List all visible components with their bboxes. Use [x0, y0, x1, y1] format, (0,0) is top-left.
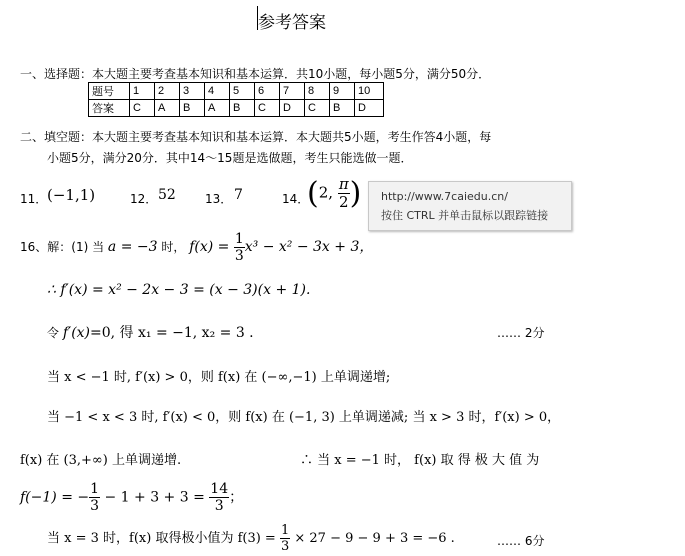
table-cell: B	[180, 100, 205, 117]
fraction-numerator: 1	[234, 231, 244, 247]
q16-line1	[20, 232, 373, 263]
page-title: 参考答案	[258, 13, 326, 33]
right-paren: )	[349, 176, 362, 211]
table-cell: C	[255, 100, 280, 117]
table-cell: 7	[280, 83, 305, 100]
table-cell: 2	[155, 83, 180, 100]
table-cell: B	[330, 100, 355, 117]
table-cell: 3	[180, 83, 205, 100]
q16-punct: ；	[229, 489, 244, 506]
section1-heading: 一、选择题：本大题主要考查基本知识和基本运算．共10小题，每小题5分，满分50分．	[20, 67, 491, 81]
q16-fraction	[209, 482, 229, 513]
table-cell: C	[130, 100, 155, 117]
table-row	[89, 83, 384, 100]
table-cell: D	[355, 100, 384, 117]
table-cell: 10	[355, 83, 384, 100]
q16-min-text: 当 x = 3 时，f(x) 取得极小值为 f(3) =	[47, 531, 280, 546]
q16-condition: a = −3	[107, 239, 158, 255]
answer-table	[88, 82, 384, 117]
q16-intro: 16、解：(1) 当	[20, 240, 108, 254]
q16-fraction	[234, 232, 245, 263]
table-cell: 4	[205, 83, 230, 100]
table-cell: A	[205, 100, 230, 117]
fraction-denominator: 2	[338, 193, 349, 211]
table-cell: 1	[130, 83, 155, 100]
q16-line6b: ∴ 当 x = −1 时， f(x) 取 得 极 大 值 为	[300, 453, 540, 468]
table-row	[89, 100, 384, 117]
q16-min-arith: × 27 − 9 − 9 + 3 = −6 .	[290, 531, 455, 546]
table-cell: B	[230, 100, 255, 117]
table-cell: 6	[255, 83, 280, 100]
q16-arith: − 1 + 3 + 3 =	[100, 489, 210, 506]
q16-function: f(x) =	[189, 239, 234, 255]
fraction-numerator: 14	[210, 481, 229, 497]
q13-number: 13．	[205, 192, 233, 206]
fraction-denominator: 3	[90, 498, 100, 514]
q16-line6a: f(x) 在 (3,+∞) 上单调递增.	[20, 453, 182, 468]
fraction-denominator: 3	[214, 498, 224, 514]
table-cell: 5	[230, 83, 255, 100]
fraction-numerator: 1	[90, 481, 100, 497]
q14-fraction	[338, 177, 350, 210]
q14-answer	[307, 176, 361, 211]
left-paren: (	[307, 176, 319, 211]
q16-line3	[47, 322, 254, 342]
section2-heading-line2: 小题5分，满分20分．其中14～15题是选做题，考生只能选做一题．	[47, 151, 413, 165]
q16-let: 令	[47, 326, 63, 340]
q16-fraction	[280, 524, 290, 553]
table-cell: 8	[305, 83, 330, 100]
q16-line8	[47, 524, 455, 553]
q16-derivative: f′(x)	[62, 325, 91, 341]
q14-number: 14．	[282, 192, 310, 206]
q16-score-6: …… 6分	[497, 534, 545, 548]
q16-text: 时，	[157, 240, 186, 254]
q11-number: 11．	[20, 192, 48, 206]
section2-heading-line1: 二、填空题：本大题主要考查基本知识和基本运算．本大题共5小题，考生作答4小题，每	[20, 130, 492, 144]
q12-answer: 52	[158, 187, 176, 203]
fraction-denominator: 3	[280, 539, 290, 554]
table-row-label: 答案	[89, 100, 130, 117]
q16-fraction	[89, 482, 100, 513]
table-cell: D	[280, 100, 305, 117]
q16-line2: ∴ f′(x) = x² − 2x − 3 = (x − 3)(x + 1).	[47, 282, 311, 298]
q12-number: 12．	[130, 192, 158, 206]
q16-line5: 当 −1 < x < 3 时, f′(x) < 0，则 f(x) 在 (−1, 3) 上单调递减; 当 x > 3 时，f′(x) > 0，	[47, 410, 561, 425]
q16-function-rest: x³ − x² − 3x + 3，	[244, 239, 374, 255]
fraction-numerator: π	[338, 175, 349, 193]
table-cell: 9	[330, 83, 355, 100]
q16-line4: 当 x < −1 时, f′(x) > 0，则 f(x) 在 (−∞,−1) 上单调递增;	[47, 370, 391, 385]
q11-answer: (−1,1)	[47, 186, 96, 204]
table-cell: C	[305, 100, 330, 117]
hyperlink-tooltip	[368, 181, 572, 231]
q16-score-2: …… 2分	[497, 326, 545, 340]
table-cell: A	[155, 100, 180, 117]
table-row-label: 题号	[89, 83, 130, 100]
tooltip-hint: 按住 CTRL 并单击鼠标以跟踪链接	[381, 209, 549, 222]
q13-answer: 7	[234, 187, 243, 203]
q16-line7	[20, 482, 243, 513]
q16-roots: =0, 得 x₁ = −1, x₂ = 3 .	[90, 325, 254, 341]
fraction-numerator: 1	[280, 523, 290, 538]
tooltip-url[interactable]: http://www.7caiedu.cn/	[381, 190, 508, 203]
fraction-denominator: 3	[234, 248, 244, 264]
q16-max-value: f(−1) = −	[20, 489, 90, 506]
q14-part: 2,	[318, 183, 334, 202]
